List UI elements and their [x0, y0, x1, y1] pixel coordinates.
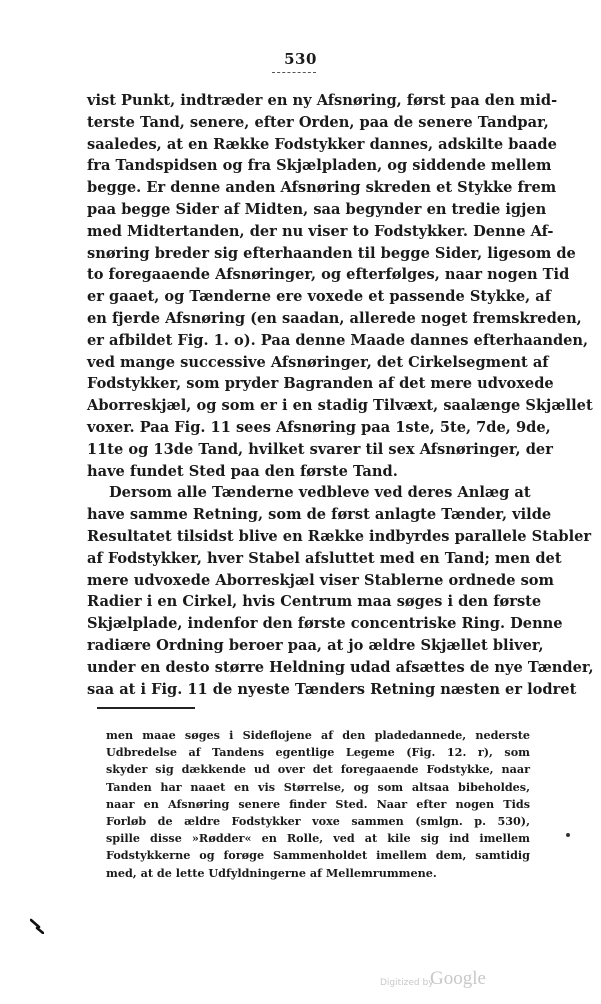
footnote-line: med, at de lette Udfyldningerne af Mellemrummene.: [106, 865, 437, 880]
body-line: en fjerde Afsnøring (en saadan, allerede noget fremskreden,: [87, 309, 582, 327]
body-line: ved mange successive Afsnøringer, det Cirkelsegment af: [87, 353, 549, 371]
body-line: Radier i en Cirkel, hvis Centrum maa søges i den første: [87, 593, 542, 611]
body-line: saa at i Fig. 11 de nyeste Tænders Retning næsten er lodret: [87, 680, 577, 698]
body-line: begge. Er denne anden Afsnøring skreden et Stykke frem: [87, 179, 557, 197]
footnote-line: Udbredelse af Tandens egentlige Legeme (Fig. 12. r), som: [106, 745, 530, 760]
body-line: af Fodstykker, hver Stabel afsluttet med en Tand; men det: [87, 549, 562, 567]
body-line: voxer. Paa Fig. 11 sees Afsnøring paa 1ste, 5te, 7de, 9de,: [87, 418, 551, 436]
footnote-line: men maae søges i Sideflojene af den pladedannede, nederste: [106, 728, 530, 742]
body-line: paa begge Sider af Midten, saa begynder en tredie igjen: [87, 200, 547, 218]
body-line: radiære Ordning beroer paa, at jo ældre Skjællet bliver,: [87, 636, 544, 654]
body-line: snøring breder sig efterhaanden til begge Sider, ligesom de: [87, 244, 576, 262]
body-line: Resultatet tilsidst blive en Række indbyrdes parallele Stabler: [87, 527, 592, 545]
body-line: Fodstykker, som pryder Bagranden af det mere udvoxede: [87, 375, 554, 393]
body-line: er afbildet Fig. 1. o). Paa denne Maade dannes efterhaanden,: [87, 331, 589, 349]
google-logo: Google: [430, 968, 486, 989]
footnote-line: Fodstykkerne og forøge Sammenholdet imellem dem, samtidig: [106, 848, 530, 863]
body-line: to foregaaende Afsnøringer, og efterfølges, naar nogen Tid: [87, 266, 570, 284]
body-text: [87, 90, 594, 700]
body-line: have fundet Sted paa den første Tand.: [87, 462, 398, 480]
body-line: Aborreskjæl, og som er i en stadig Tilvæxt, saalænge Skjællet: [87, 397, 593, 415]
body-line: terste Tand, senere, efter Orden, paa de senere Tandpar,: [87, 113, 549, 131]
watermark: [380, 968, 540, 996]
page-number: 530: [284, 50, 317, 68]
footnote-rule: [97, 707, 195, 709]
body-line: saaledes, at en Række Fodstykker dannes, adskilte baade: [87, 135, 557, 153]
footnote-line: Tanden har naaet en vis Størrelse, og som altsaa bibeholdes,: [106, 779, 530, 794]
body-line: vist Punkt, indtræder en ny Afsnøring, først paa den mid-: [87, 92, 558, 109]
footnote-line: naar en Afsnøring senere finder Sted. Naar efter nogen Tids: [106, 796, 530, 811]
body-line: under en desto større Heldning udad afsættes de nye Tænder,: [87, 658, 594, 676]
body-line: er gaaet, og Tænderne ere voxede et passende Stykke, af: [87, 288, 552, 306]
body-line: Skjælplade, indenfor den første concentriske Ring. Denne: [87, 615, 563, 633]
footnote-line: spille disse »Rødder« en Rolle, ved at kile sig ind imellem: [106, 831, 530, 846]
scan-mark-icon: [30, 918, 44, 934]
margin-dot: [566, 833, 570, 837]
body-line: fra Tandspidsen og fra Skjælpladen, og siddende mellem: [87, 157, 552, 175]
body-line: Dersom alle Tænderne vedbleve ved deres Anlæg at: [109, 484, 531, 502]
body-line: mere udvoxede Aborreskjæl viser Stablerne ordnede som: [87, 571, 554, 589]
footnote-line: Forløb de ældre Fodstykker voxe sammen (smlgn. p. 530),: [106, 813, 530, 828]
footnote: [106, 727, 530, 882]
body-line: 11te og 13de Tand, hvilket svarer til sex Afsnøringer, der: [87, 440, 553, 458]
body-line: med Midtertanden, der nu viser to Fodstykker. Denne Af-: [87, 222, 554, 240]
page-number-rule: [272, 72, 316, 73]
footnote-line: skyder sig dækkende ud over det foregaaende Fodstykke, naar: [106, 762, 530, 777]
watermark-digitized-label: Digitized by: [380, 978, 434, 988]
body-line: have samme Retning, som de først anlagte Tænder, vilde: [87, 506, 552, 524]
